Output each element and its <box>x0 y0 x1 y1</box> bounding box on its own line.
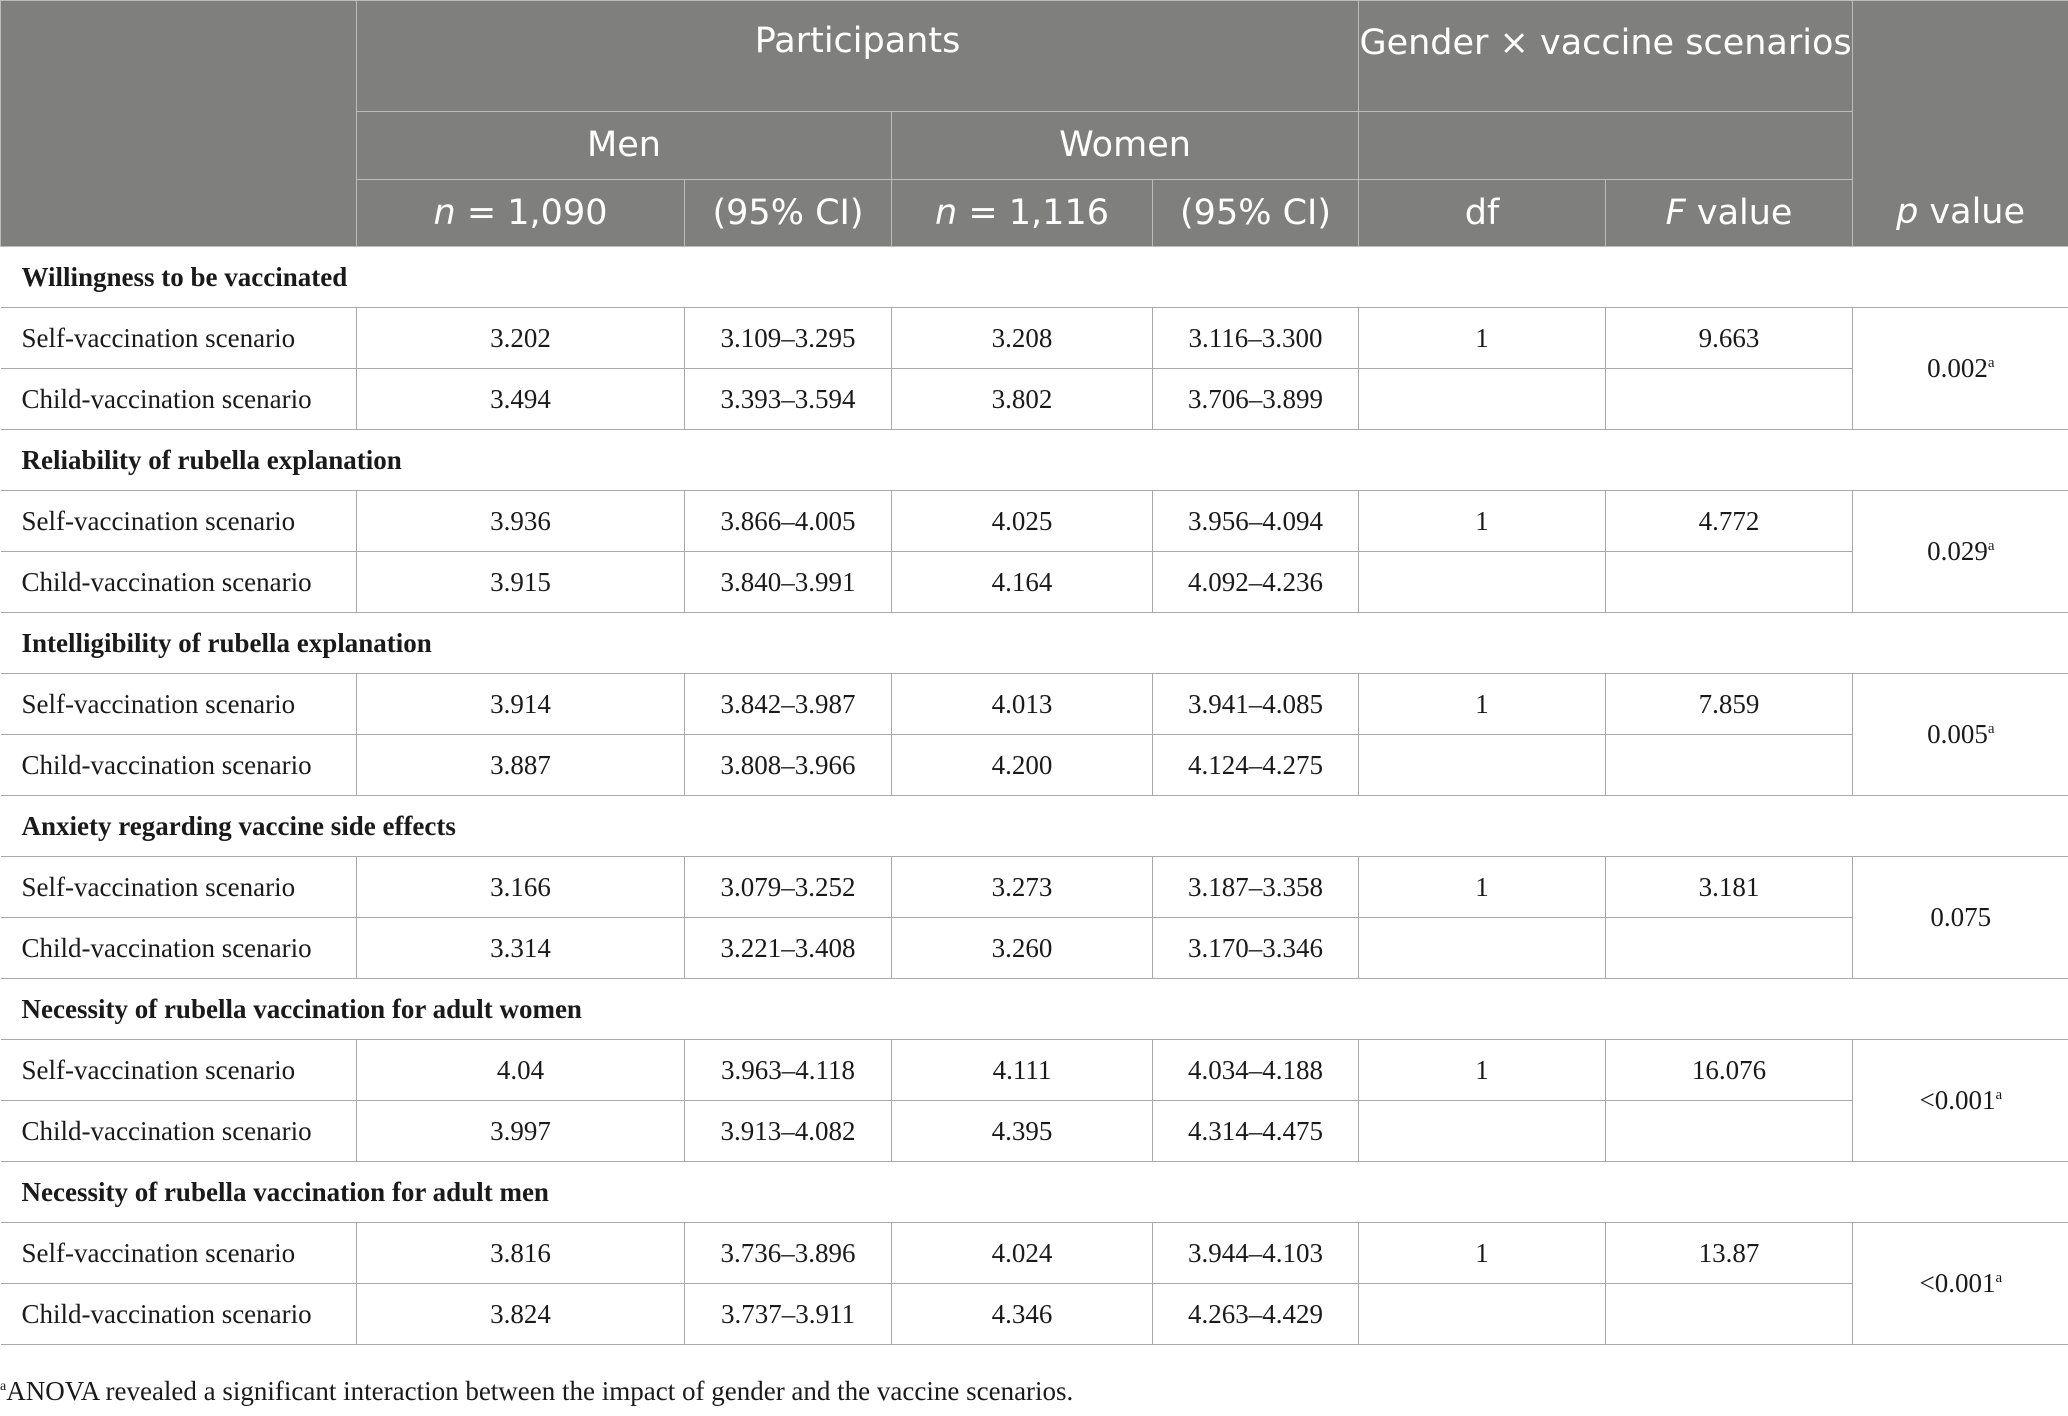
table-row <box>1 308 2068 369</box>
section-row <box>1 979 2068 1040</box>
f-value-cell <box>1606 735 1853 796</box>
df-cell <box>1359 1101 1606 1162</box>
men-ci: 3.736–3.896 <box>685 1223 892 1284</box>
row-label: Self-vaccination scenario <box>1 1223 357 1284</box>
section-row <box>1 247 2068 308</box>
men-mean: 3.314 <box>357 918 685 979</box>
men-mean: 3.997 <box>357 1101 685 1162</box>
men-mean: 3.816 <box>357 1223 685 1284</box>
men-ci: 3.221–3.408 <box>685 918 892 979</box>
men-ci-header: (95% CI) <box>685 180 892 247</box>
row-label: Self-vaccination scenario <box>1 674 357 735</box>
p-footnote-marker: a <box>1987 538 1995 554</box>
women-mean: 3.260 <box>892 918 1153 979</box>
f-value-cell <box>1606 552 1853 613</box>
women-ci: 4.314–4.475 <box>1153 1101 1359 1162</box>
p-footnote-marker: a <box>1987 721 1995 737</box>
section-title: Necessity of rubella vaccination for adult women <box>1 979 2068 1040</box>
men-ci: 3.808–3.966 <box>685 735 892 796</box>
table-row <box>1 1223 2068 1284</box>
p-rest: value <box>1918 192 2026 232</box>
women-ci: 4.034–4.188 <box>1153 1040 1359 1101</box>
men-mean: 4.04 <box>357 1040 685 1101</box>
section-row <box>1 430 2068 491</box>
f-value-cell: 4.772 <box>1606 491 1853 552</box>
section-row <box>1 1162 2068 1223</box>
women-mean: 4.200 <box>892 735 1153 796</box>
gender-x-vaccine-header: Gender × vaccine scenarios <box>1359 1 1853 112</box>
women-ci: 4.124–4.275 <box>1153 735 1359 796</box>
df-cell: 1 <box>1359 1040 1606 1101</box>
table-row <box>1 674 2068 735</box>
corner-cell <box>1 1 357 247</box>
table-row <box>1 918 2068 979</box>
df-cell <box>1359 918 1606 979</box>
men-n-italic: n <box>433 192 456 233</box>
p-value-cell <box>1853 491 2068 613</box>
p-value: <0.001 <box>1919 1268 1996 1298</box>
table-row <box>1 1101 2068 1162</box>
participants-header: Participants <box>357 1 1359 112</box>
row-label: Self-vaccination scenario <box>1 308 357 369</box>
section-row <box>1 796 2068 857</box>
men-ci: 3.109–3.295 <box>685 308 892 369</box>
p-footnote-marker: a <box>1995 1270 2003 1286</box>
women-mean: 3.273 <box>892 857 1153 918</box>
men-mean: 3.915 <box>357 552 685 613</box>
men-mean: 3.887 <box>357 735 685 796</box>
men-mean: 3.914 <box>357 674 685 735</box>
p-value-cell <box>1853 674 2068 796</box>
row-label: Self-vaccination scenario <box>1 857 357 918</box>
p-value: 0.005 <box>1927 719 1988 749</box>
section-title: Reliability of rubella explanation <box>1 430 2068 491</box>
f-value-cell: 7.859 <box>1606 674 1853 735</box>
row-label: Child-vaccination scenario <box>1 1101 357 1162</box>
p-value-cell <box>1853 308 2068 430</box>
df-cell <box>1359 1284 1606 1345</box>
women-mean: 4.111 <box>892 1040 1153 1101</box>
women-n-value: = 1,116 <box>957 192 1109 233</box>
men-ci: 3.840–3.991 <box>685 552 892 613</box>
f-rest: value <box>1685 192 1793 233</box>
p-value-cell <box>1853 857 2068 979</box>
men-ci: 3.079–3.252 <box>685 857 892 918</box>
p-italic: p <box>1896 192 1919 232</box>
table-row <box>1 369 2068 430</box>
df-cell <box>1359 552 1606 613</box>
f-value-cell: 9.663 <box>1606 308 1853 369</box>
gxv-spacer <box>1359 112 1853 180</box>
women-mean: 4.395 <box>892 1101 1153 1162</box>
section-row <box>1 613 2068 674</box>
men-n-value: = 1,090 <box>455 192 608 233</box>
table-row <box>1 735 2068 796</box>
p-footnote-marker: a <box>1987 355 1995 371</box>
row-label: Child-vaccination scenario <box>1 735 357 796</box>
women-mean: 4.013 <box>892 674 1153 735</box>
women-header: Women <box>892 112 1359 180</box>
men-ci: 3.737–3.911 <box>685 1284 892 1345</box>
f-value-cell <box>1606 369 1853 430</box>
df-cell: 1 <box>1359 674 1606 735</box>
table-row <box>1 491 2068 552</box>
men-ci: 3.842–3.987 <box>685 674 892 735</box>
df-cell <box>1359 735 1606 796</box>
p-value-cell <box>1853 1040 2068 1162</box>
women-mean: 3.208 <box>892 308 1153 369</box>
women-ci: 3.956–4.094 <box>1153 491 1359 552</box>
section-title: Intelligibility of rubella explanation <box>1 613 2068 674</box>
row-label: Self-vaccination scenario <box>1 1040 357 1101</box>
women-ci: 3.116–3.300 <box>1153 308 1359 369</box>
f-value-cell <box>1606 1101 1853 1162</box>
p-value: 0.002 <box>1927 353 1988 383</box>
table-row <box>1 1040 2068 1101</box>
women-ci-header: (95% CI) <box>1153 180 1359 247</box>
women-ci: 3.706–3.899 <box>1153 369 1359 430</box>
section-title: Anxiety regarding vaccine side effects <box>1 796 2068 857</box>
women-mean: 3.802 <box>892 369 1153 430</box>
table-row <box>1 1284 2068 1345</box>
men-mean: 3.936 <box>357 491 685 552</box>
section-title: Necessity of rubella vaccination for adult men <box>1 1162 2068 1223</box>
p-value-header <box>1853 1 2068 247</box>
women-ci: 3.170–3.346 <box>1153 918 1359 979</box>
women-n-header <box>892 180 1153 247</box>
p-value-cell <box>1853 1223 2068 1345</box>
women-mean: 4.346 <box>892 1284 1153 1345</box>
table-row <box>1 552 2068 613</box>
men-ci: 3.866–4.005 <box>685 491 892 552</box>
f-value-cell <box>1606 1284 1853 1345</box>
row-label: Child-vaccination scenario <box>1 918 357 979</box>
men-mean: 3.494 <box>357 369 685 430</box>
df-cell: 1 <box>1359 491 1606 552</box>
men-ci: 3.963–4.118 <box>685 1040 892 1101</box>
df-cell <box>1359 369 1606 430</box>
f-italic: F <box>1665 192 1686 233</box>
row-label: Child-vaccination scenario <box>1 552 357 613</box>
men-mean: 3.166 <box>357 857 685 918</box>
section-title: Willingness to be vaccinated <box>1 247 2068 308</box>
men-ci: 3.913–4.082 <box>685 1101 892 1162</box>
df-cell: 1 <box>1359 308 1606 369</box>
women-mean: 4.164 <box>892 552 1153 613</box>
row-label: Self-vaccination scenario <box>1 491 357 552</box>
f-value-cell: 3.181 <box>1606 857 1853 918</box>
women-mean: 4.024 <box>892 1223 1153 1284</box>
table-header <box>1 1 2068 247</box>
p-value: <0.001 <box>1919 1085 1996 1115</box>
women-ci: 4.263–4.429 <box>1153 1284 1359 1345</box>
men-ci: 3.393–3.594 <box>685 369 892 430</box>
footnote-marker: a <box>0 1379 7 1394</box>
table-body <box>1 247 2068 1345</box>
table-row <box>1 857 2068 918</box>
df-cell: 1 <box>1359 857 1606 918</box>
women-ci: 3.944–4.103 <box>1153 1223 1359 1284</box>
table-footnote <box>0 1376 1073 1406</box>
row-label: Child-vaccination scenario <box>1 369 357 430</box>
men-mean: 3.202 <box>357 308 685 369</box>
men-header: Men <box>357 112 892 180</box>
women-ci: 3.187–3.358 <box>1153 857 1359 918</box>
f-value-cell <box>1606 918 1853 979</box>
f-value-cell: 16.076 <box>1606 1040 1853 1101</box>
footnote-text: ANOVA revealed a significant interaction between the impact of gender and the vaccine scenarios. <box>6 1376 1074 1406</box>
women-n-italic: n <box>935 192 958 233</box>
p-footnote-marker: a <box>1995 1087 2003 1103</box>
p-value: 0.075 <box>1930 902 1992 932</box>
men-n-header <box>357 180 685 247</box>
df-header: df <box>1359 180 1606 247</box>
women-mean: 4.025 <box>892 491 1153 552</box>
f-value-header <box>1606 180 1853 247</box>
women-ci: 3.941–4.085 <box>1153 674 1359 735</box>
row-label: Child-vaccination scenario <box>1 1284 357 1345</box>
f-value-cell: 13.87 <box>1606 1223 1853 1284</box>
p-value: 0.029 <box>1927 536 1988 566</box>
women-ci: 4.092–4.236 <box>1153 552 1359 613</box>
men-mean: 3.824 <box>357 1284 685 1345</box>
df-cell: 1 <box>1359 1223 1606 1284</box>
